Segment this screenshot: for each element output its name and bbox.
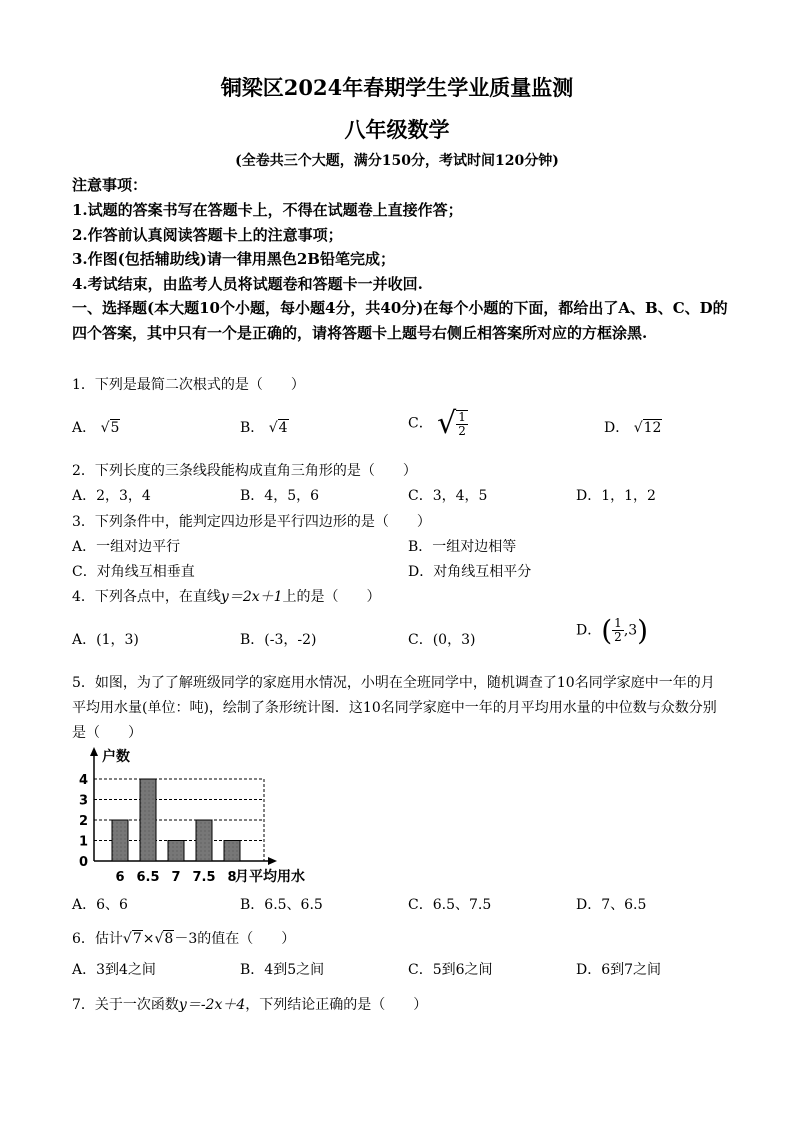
q1-option-d xyxy=(604,417,662,437)
q3-option-c: C．对角线互相垂直 xyxy=(72,564,195,580)
q5-stem-line-1: 5．如图，为了了解班级同学的家庭用水情况，小明在全班同学中，随机调查了10名同学家庭中一年的月 xyxy=(72,675,715,691)
chart-x-tick: 6.5 xyxy=(136,870,160,885)
q7-stem: 7．关于一次函数y＝-2x＋4，下列结论正确的是（ ） xyxy=(72,997,428,1013)
chart-x-tick: 8 xyxy=(227,870,237,885)
q3-option-b: B．一组对边相等 xyxy=(408,539,517,555)
q1-sqrt-a: √5 xyxy=(100,420,120,436)
q1-sqrt-b: √4 xyxy=(268,420,288,436)
chart-bar xyxy=(168,841,184,862)
q5-option-a: A．6、6 xyxy=(72,897,128,913)
q4-fraction-d: $\frac{1}{2}$ xyxy=(614,616,622,644)
section-1-instructions: 一、选择题(本大题10个小题，每小题4分，共40分)在每个小题的下面，都给出了A、B、C、D的四个答案，其中只有一个是正确的，请将答题卡上题号右侧丘相答案所对应的方框涂黑. xyxy=(72,299,728,342)
chart-y-tick: 2 xyxy=(78,814,88,829)
q2-option-d: D．1，1，2 xyxy=(576,488,656,504)
q1-radicand-b: 4 xyxy=(278,420,288,436)
q1-option-a xyxy=(72,417,120,437)
chart-bar xyxy=(140,779,156,861)
note-item-3: 3.作图(包括辅助线)请一律用黑色2B铅笔完成； xyxy=(72,250,395,268)
q3-option-a: A．一组对边平行 xyxy=(72,539,181,555)
chart-y-tick: 4 xyxy=(78,773,88,788)
q1-radicand-d: 12 xyxy=(643,420,662,436)
chart-x-tick: 7 xyxy=(171,870,181,885)
q6-option-a: A．3到4之间 xyxy=(72,962,156,978)
q6-option-c: C．5到6之间 xyxy=(408,962,493,978)
chart-bar xyxy=(224,841,240,862)
q6-sqrt-7: √7 xyxy=(122,931,142,947)
q4-stem: 4．下列各点中，在直线y＝2x＋1上的是（ ） xyxy=(72,589,381,605)
q5-option-b: B．6.5、6.5 xyxy=(240,897,323,913)
q1-label-b: B． xyxy=(240,420,265,436)
chart-y-tick: 0 xyxy=(78,855,88,870)
notes-heading: 注意事项： xyxy=(72,176,148,194)
chart-y-tick: 3 xyxy=(78,793,88,809)
q7-equation: y＝-2x＋4 xyxy=(178,997,246,1013)
q2-stem: 2．下列长度的三条线段能构成直角三角形的是（ ） xyxy=(72,463,417,479)
q6-stem: 6．估计√7×√8－3的值在（ ） xyxy=(72,931,296,947)
q1-sqrt-d: √12 xyxy=(633,420,662,436)
q1-label-d: D． xyxy=(604,420,630,436)
q5-option-d: D．7、6.5 xyxy=(576,897,647,913)
note-item-1: 1.试题的答案书写在答题卡上，不得在试题卷上直接作答； xyxy=(72,201,463,219)
chart-bar xyxy=(112,820,128,861)
chart-x-tick: 6 xyxy=(115,870,125,885)
q3-option-d: D．对角线互相平分 xyxy=(408,564,532,580)
q3-stem: 3．下列条件中，能判定四边形是平行四边形的是（ ） xyxy=(72,514,431,530)
chart-y-arrow xyxy=(90,747,98,756)
chart-y-tick: 1 xyxy=(78,834,88,850)
exam-info: (全卷共三个大题，满分150分，考试时间120分钟) xyxy=(235,153,559,169)
exam-subject: 八年级数学 xyxy=(344,117,450,142)
q4-option-c: C．(0，3) xyxy=(408,632,476,648)
note-item-2: 2.作答前认真阅读答题卡上的注意事项； xyxy=(72,226,343,244)
q5-bar-chart xyxy=(72,742,352,887)
q4-option-a: A．(1，3) xyxy=(72,632,139,648)
q1-option-b xyxy=(240,417,289,437)
chart-bar xyxy=(196,820,212,861)
q5-stem-line-2: 平均用水量(单位：吨)，绘制了条形统计图．这10名同学家庭中一年的月平均用水量的中位数与众数分别 xyxy=(72,700,717,716)
q4-option-b: B．(-3，-2) xyxy=(240,632,317,648)
q1-fraction-c: $\frac{1}{2}$ xyxy=(458,409,466,438)
q6-option-b: B．4到5之间 xyxy=(240,962,325,978)
q1-label-c: C． xyxy=(408,415,433,432)
q4-equation: y＝2x＋1 xyxy=(220,589,283,605)
q5-option-c: C．6.5、7.5 xyxy=(408,897,492,913)
chart-x-arrow xyxy=(268,857,277,865)
q1-radicand-a: 5 xyxy=(110,420,120,436)
chart-y-label: 户数 xyxy=(102,749,130,765)
q1-option-c: C． √ $\frac{1}{2}$ xyxy=(408,406,466,441)
note-item-4: 4.考试结束，由监考人员将试题卷和答题卡一并收回. xyxy=(72,275,423,293)
q1-label-a: A． xyxy=(72,420,97,436)
q2-option-c: C．3，4，5 xyxy=(408,488,488,504)
q5-stem-line-3: 是（ ） xyxy=(72,725,142,741)
q6-sqrt-8: √8 xyxy=(154,931,174,947)
chart-x-label: 月平均用水 xyxy=(235,869,305,885)
exam-title: 铜梁区2024年春期学生学业质量监测 xyxy=(220,75,574,100)
q4-option-d: D．( $\frac{1}{2}$ ,3) xyxy=(576,614,649,647)
q6-option-d: D．6到7之间 xyxy=(576,962,662,978)
q1-stem: 1．下列是最简二次根式的是（ ） xyxy=(72,377,305,393)
q2-option-b: B．4，5，6 xyxy=(240,488,320,504)
q2-option-a: A．2，3，4 xyxy=(72,488,151,504)
chart-x-tick: 7.5 xyxy=(192,870,216,885)
